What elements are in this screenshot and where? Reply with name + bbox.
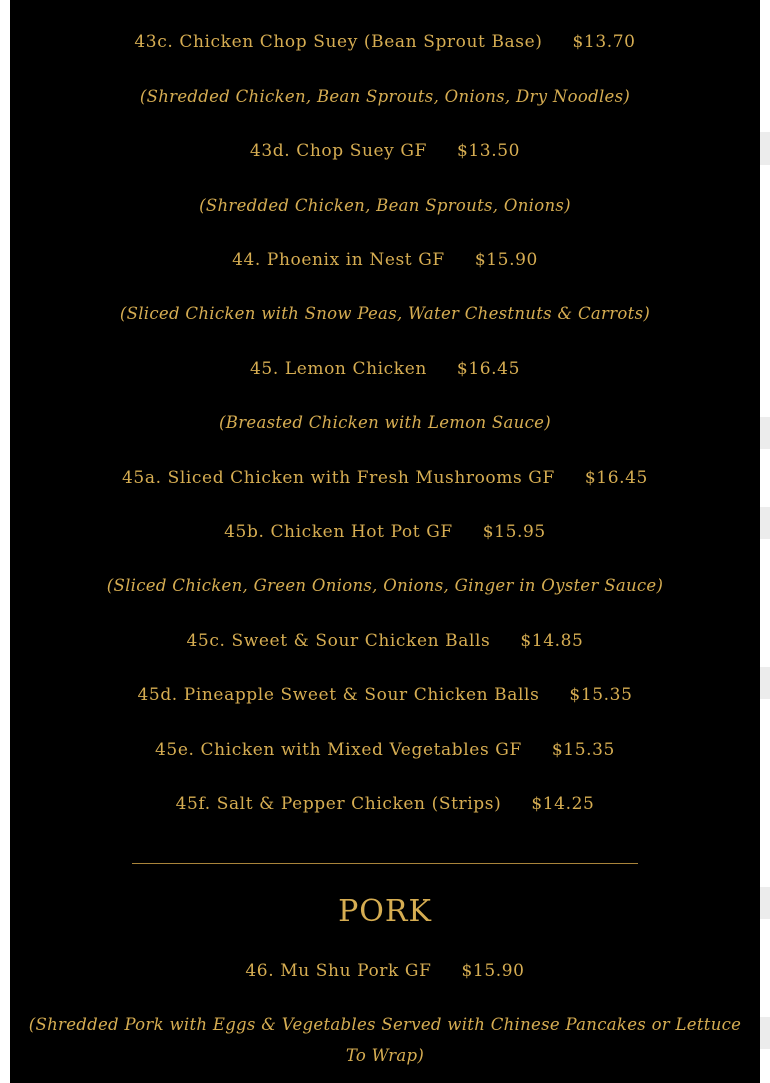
menu-item-description: (Shredded Chicken, Bean Sprouts, Onions)	[199, 196, 571, 215]
menu-item-price: $14.85	[520, 631, 584, 651]
menu-item-price: $16.45	[584, 468, 648, 488]
menu-item-price: $15.95	[482, 522, 546, 542]
menu-item-name: 45b. Chicken Hot Pot GF	[224, 522, 453, 542]
menu-item-name: 45d. Pineapple Sweet & Sour Chicken Balls	[137, 685, 540, 705]
menu-item-description: (Shredded Chicken, Bean Sprouts, Onions, Dry Noodles)	[139, 87, 631, 106]
menu-item-price: $15.35	[569, 685, 633, 705]
menu-item	[10, 358, 760, 380]
menu-item	[10, 521, 760, 543]
menu-item-name: 45. Lemon Chicken	[249, 359, 427, 379]
menu-item-price: $13.70	[572, 32, 636, 52]
menu-item-description: (Sliced Chicken with Snow Peas, Water Chestnuts & Carrots)	[119, 304, 651, 323]
menu-item-name: 43c. Chicken Chop Suey (Bean Sprout Base)	[134, 32, 543, 52]
menu-item-description: (Breasted Chicken with Lemon Sauce)	[219, 413, 551, 432]
menu-item-price: $15.35	[551, 740, 615, 760]
menu-item-name: 45c. Sweet & Sour Chicken Balls	[186, 631, 491, 651]
section-divider	[132, 863, 638, 864]
menu-item	[10, 960, 760, 982]
menu-item-name: 46. Mu Shu Pork GF	[245, 961, 432, 981]
menu-item-price: $13.50	[456, 141, 521, 161]
menu-item-description: (Sliced Chicken, Green Onions, Onions, Ginger in Oyster Sauce)	[106, 576, 664, 595]
menu-item-description: (Shredded Pork with Eggs & Vegetables Served with Chinese Pancakes or Lettuce To Wrap)	[28, 1015, 742, 1065]
menu-item-name: 43d. Chop Suey GF	[249, 141, 427, 161]
menu-item-name: 45a. Sliced Chicken with Fresh Mushrooms GF	[122, 468, 555, 488]
menu-item	[10, 31, 760, 53]
menu-item	[10, 140, 760, 162]
page-edge-strip	[760, 132, 770, 165]
menu-item-name: 44. Phoenix in Nest GF	[232, 250, 445, 270]
menu-item-name: 45e. Chicken with Mixed Vegetables GF	[155, 740, 522, 760]
page-edge-strip	[760, 507, 770, 539]
menu-item	[10, 249, 760, 271]
menu-item	[10, 739, 760, 761]
menu-item	[10, 684, 760, 706]
menu-item-price: $16.45	[456, 359, 520, 379]
menu-item-price: $15.90	[461, 961, 525, 981]
section-title-pork: PORK	[338, 894, 432, 929]
page-edge-strip	[760, 1017, 770, 1049]
menu-item-price: $15.90	[474, 250, 538, 270]
page-edge-strip	[760, 417, 770, 449]
menu-item-price: $14.25	[531, 794, 595, 814]
menu-item-name: 45f. Salt & Pepper Chicken (Strips)	[175, 794, 502, 814]
menu-item	[10, 793, 760, 815]
page-edge-strip	[760, 887, 770, 919]
menu-item	[10, 467, 760, 489]
menu-item	[10, 630, 760, 652]
page-edge-strip	[760, 667, 770, 699]
